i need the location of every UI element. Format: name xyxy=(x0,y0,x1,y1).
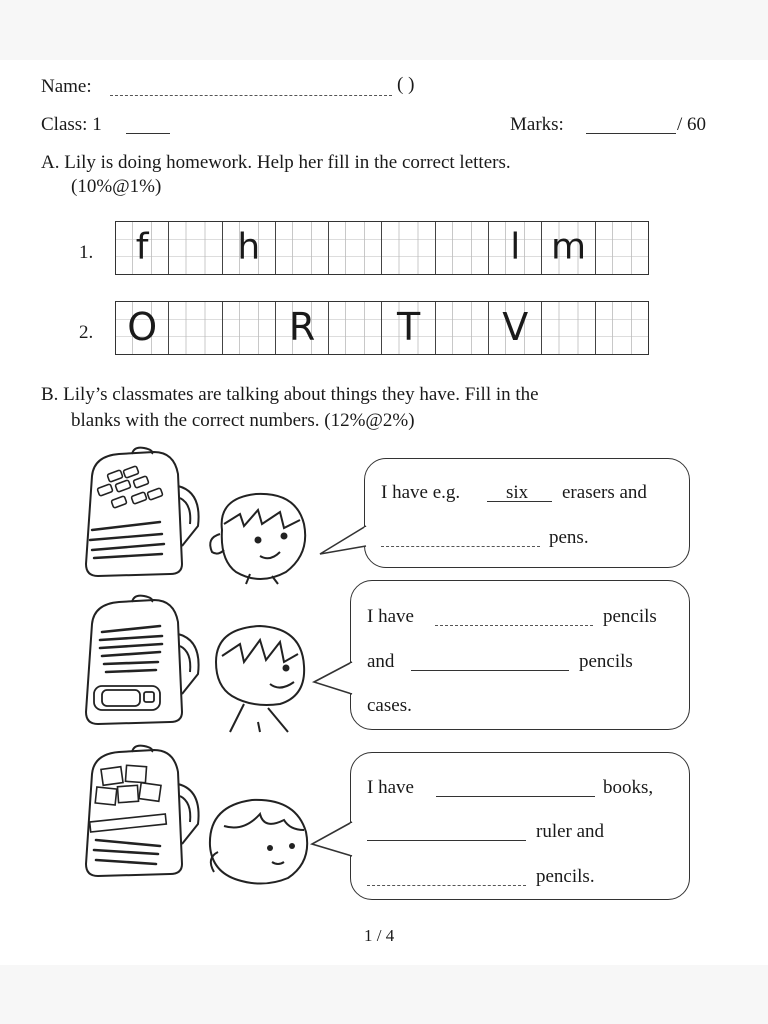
row-2-letter: T xyxy=(397,305,421,350)
row-2-cell xyxy=(116,302,169,354)
backpack-with-pencils-and-pencil-cases-illustration xyxy=(74,594,204,730)
row-2-cell[interactable] xyxy=(542,302,595,354)
row-1-letter: m xyxy=(550,226,587,268)
section-b-marks: blanks with the correct numbers. (12%@2%) xyxy=(71,410,415,431)
bubble-2-text-and: and xyxy=(367,651,395,672)
bubble-1-text-pens: pens. xyxy=(549,527,589,548)
bubble-3-pencils-blank[interactable] xyxy=(367,885,526,886)
bubble-3-books-blank[interactable] xyxy=(436,796,595,797)
row-2-cell xyxy=(276,302,329,354)
row-2-letter: V xyxy=(502,305,529,350)
row-1-cell xyxy=(116,222,169,274)
row-1-cell[interactable] xyxy=(169,222,222,274)
bubble-3-ruler-blank[interactable] xyxy=(367,840,526,841)
class-label: Class: 1 xyxy=(41,114,102,135)
row-1-cell[interactable] xyxy=(276,222,329,274)
row-1-letter: l xyxy=(510,226,521,268)
letter-grid-row-1 xyxy=(115,221,649,275)
section-a-instruction: A. Lily is doing homework. Help her fill in the correct letters. xyxy=(41,152,511,173)
marks-label: Marks: xyxy=(510,114,564,135)
row-1-letter: h xyxy=(237,226,261,268)
speech-bubble-3 xyxy=(350,752,690,900)
row-1-cell[interactable] xyxy=(436,222,489,274)
speech-bubble-3-tail xyxy=(310,818,354,860)
letter-grid-row-2 xyxy=(115,301,649,355)
bubble-2-pencils-blank[interactable] xyxy=(435,625,593,626)
class-blank[interactable] xyxy=(126,133,170,134)
row-2-cell[interactable] xyxy=(223,302,276,354)
bubble-2-text-cases: cases. xyxy=(367,695,412,716)
boy-side-face-illustration xyxy=(208,622,318,734)
row-2-cell[interactable] xyxy=(596,302,648,354)
row-1-cell xyxy=(223,222,276,274)
bubble-3-text-pencils: pencils. xyxy=(536,866,595,887)
row-2-cell xyxy=(382,302,435,354)
row-1-cell[interactable] xyxy=(329,222,382,274)
backpack-with-books-ruler-and-pencils-illustration xyxy=(74,744,204,882)
row-2-cell[interactable] xyxy=(329,302,382,354)
row-2-number: 2. xyxy=(79,322,94,343)
row-1-cell xyxy=(489,222,542,274)
bubble-1-example-answer: six xyxy=(506,482,529,503)
bubble-2-text-i-have: I have xyxy=(367,606,414,627)
row-1-cell xyxy=(542,222,595,274)
speech-bubble-2-tail xyxy=(312,658,354,698)
row-2-cell xyxy=(489,302,542,354)
bubble-2-pencil-cases-blank[interactable] xyxy=(411,670,569,671)
row-1-number: 1. xyxy=(79,242,94,263)
speech-bubble-1-tail xyxy=(318,522,368,558)
section-b-instruction: B. Lily’s classmates are talking about things they have. Fill in the xyxy=(41,384,539,405)
row-1-cell[interactable] xyxy=(382,222,435,274)
girl-face-illustration xyxy=(204,796,314,888)
row-2-cell[interactable] xyxy=(169,302,222,354)
boy-face-illustration xyxy=(200,490,315,585)
speech-bubble-1 xyxy=(364,458,690,568)
bubble-3-text-ruler: ruler and xyxy=(536,821,605,842)
bubble-1-text-erasers: erasers and xyxy=(562,482,647,503)
row-1-cell[interactable] xyxy=(596,222,648,274)
bubble-1-text-i-have: I have e.g. xyxy=(381,482,461,503)
bubble-3-text-books: books, xyxy=(603,777,654,798)
page-number: 1 / 4 xyxy=(364,926,395,945)
bubble-1-pens-blank[interactable] xyxy=(381,546,540,547)
row-1-letter: f xyxy=(135,226,149,268)
bubble-3-text-i-have: I have xyxy=(367,777,414,798)
backpack-with-erasers-and-pens-illustration xyxy=(74,446,204,581)
marks-blank[interactable] xyxy=(586,133,676,134)
class-number-parentheses: ( ) xyxy=(397,74,415,95)
bubble-2-text-pencils-2: pencils xyxy=(579,651,633,672)
name-label: Name: xyxy=(41,76,92,97)
section-a-marks: (10%@1%) xyxy=(71,176,162,197)
row-2-cell[interactable] xyxy=(436,302,489,354)
row-2-letter: O xyxy=(127,305,158,350)
row-2-letter: R xyxy=(288,305,316,350)
name-blank[interactable] xyxy=(110,95,392,96)
bubble-2-text-pencils: pencils xyxy=(603,606,657,627)
marks-total: / 60 xyxy=(677,114,707,135)
